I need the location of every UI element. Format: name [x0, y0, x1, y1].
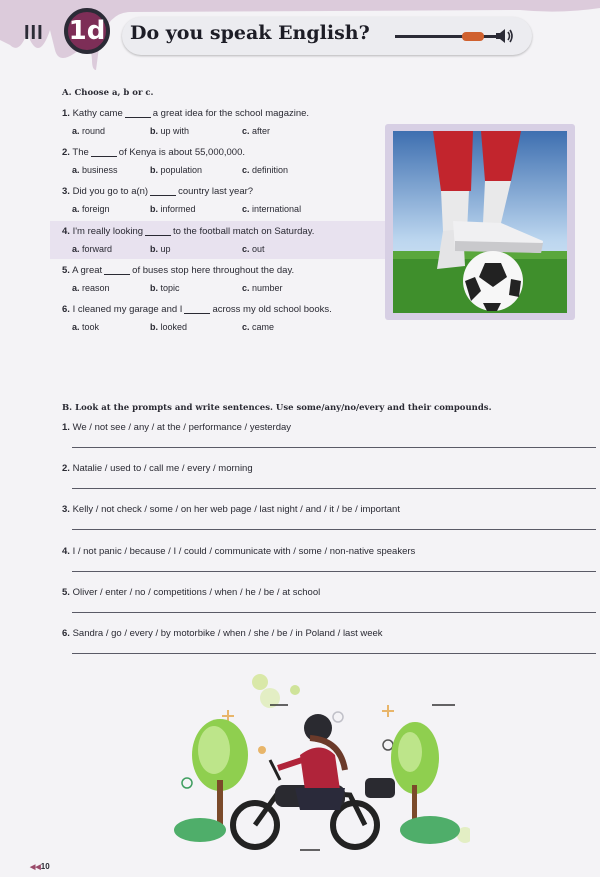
option-letter: b. [150, 322, 158, 332]
option-text: population [160, 165, 203, 175]
option-5-b[interactable] [150, 283, 180, 293]
answer-line[interactable] [72, 529, 596, 530]
option-text: international [252, 204, 302, 214]
option-4-b[interactable] [150, 244, 171, 254]
option-letter: c. [242, 283, 250, 293]
question-text-before: I'm really looking [72, 226, 144, 237]
option-1-b[interactable] [150, 126, 189, 136]
option-6-a[interactable] [72, 322, 99, 332]
prompt-text: Sandra / go / every / by motorbike / when / she / be / in Poland / last week [72, 628, 383, 639]
question-4 [62, 226, 314, 237]
question-number: 2. [62, 147, 70, 158]
page-number: ◀◀10 [30, 862, 50, 871]
option-text: business [82, 165, 118, 175]
option-3-c[interactable] [242, 204, 301, 214]
option-text: up [160, 244, 171, 254]
question-text-before: The [72, 147, 89, 158]
option-5-a[interactable] [72, 283, 110, 293]
answer-blank[interactable] [125, 117, 151, 118]
audio-track[interactable] [395, 35, 505, 38]
audio-slider-thumb[interactable] [462, 32, 484, 41]
option-letter: a. [72, 322, 80, 332]
question-6 [62, 304, 332, 315]
question-text-after: to the football match on Saturday. [173, 226, 315, 237]
option-text: came [252, 322, 275, 332]
section-a-heading: A. Choose a, b or c. [62, 88, 154, 98]
option-5-c[interactable] [242, 283, 283, 293]
question-text-after: a great idea for the school magazine. [152, 108, 310, 119]
option-4-c[interactable] [242, 244, 265, 254]
option-text: took [82, 322, 100, 332]
option-text: after [252, 126, 271, 136]
option-letter: c. [242, 204, 250, 214]
option-1-a[interactable] [72, 126, 105, 136]
answer-blank[interactable] [91, 156, 117, 157]
option-text: informed [160, 204, 196, 214]
football-photo [393, 131, 567, 313]
question-text-before: A great [72, 265, 103, 276]
option-letter: a. [72, 283, 80, 293]
prompt-number: 6. [62, 628, 70, 639]
option-2-c[interactable] [242, 165, 288, 175]
option-letter: c. [242, 244, 250, 254]
option-3-a[interactable] [72, 204, 110, 214]
option-text: forward [82, 244, 113, 254]
question-text-before: I cleaned my garage and I [72, 304, 183, 315]
option-letter: c. [242, 322, 250, 332]
answer-line[interactable] [72, 447, 596, 448]
question-number: 6. [62, 304, 70, 315]
prompt-text: We / not see / any / at the / performance / yesterday [72, 422, 292, 433]
section-b-heading: B. Look at the prompts and write sentences. Use some/any/no/every and their compounds. [62, 403, 492, 413]
option-text: definition [252, 165, 289, 175]
prompt-number: 4. [62, 546, 70, 557]
prompt-number: 1. [62, 422, 70, 433]
page-arrow-icon: ◀◀ [30, 864, 41, 871]
option-text: up with [160, 126, 190, 136]
question-text-after: across my old school books. [212, 304, 332, 315]
lesson-badge: 1d [64, 8, 110, 54]
option-letter: c. [242, 126, 250, 136]
option-4-a[interactable] [72, 244, 112, 254]
prompt-6 [62, 628, 383, 639]
option-text: reason [82, 283, 110, 293]
option-6-c[interactable] [242, 322, 274, 332]
option-letter: a. [72, 165, 80, 175]
prompt-text: I / not panic / because / I / could / communicate with / some / non-native speakers [72, 546, 416, 557]
option-3-b[interactable] [150, 204, 196, 214]
option-letter: a. [72, 244, 80, 254]
answer-blank[interactable] [184, 313, 210, 314]
option-letter: b. [150, 126, 158, 136]
question-text-after: country last year? [178, 186, 254, 197]
prompt-text: Oliver / enter / no / competitions / when / he / be / at school [72, 587, 321, 598]
question-5 [62, 265, 294, 276]
prompt-text: Natalie / used to / call me / every / morning [72, 463, 253, 474]
option-letter: a. [72, 126, 80, 136]
answer-line[interactable] [72, 653, 596, 654]
prompt-number: 3. [62, 504, 70, 515]
speaker-icon[interactable] [493, 25, 515, 47]
option-text: foreign [82, 204, 110, 214]
question-text-after: of buses stop here throughout the day. [132, 265, 295, 276]
option-text: looked [160, 322, 188, 332]
unit-bars: III [24, 22, 44, 44]
option-text: number [252, 283, 283, 293]
option-letter: b. [150, 244, 158, 254]
option-6-b[interactable] [150, 322, 187, 332]
answer-line[interactable] [72, 612, 596, 613]
question-1 [62, 108, 309, 119]
page-title: Do you speak English? [130, 22, 370, 44]
option-1-c[interactable] [242, 126, 270, 136]
prompt-2 [62, 463, 253, 474]
question-text-before: Kathy came [72, 108, 123, 119]
prompt-number: 2. [62, 463, 70, 474]
option-2-b[interactable] [150, 165, 202, 175]
answer-blank[interactable] [145, 235, 171, 236]
option-text: round [82, 126, 106, 136]
motorbike-illustration [170, 660, 470, 860]
answer-line[interactable] [72, 488, 596, 489]
question-text-after: of Kenya is about 55,000,000. [118, 147, 246, 158]
answer-blank[interactable] [104, 274, 130, 275]
prompt-3 [62, 504, 400, 515]
answer-blank[interactable] [150, 195, 176, 196]
option-letter: b. [150, 283, 158, 293]
option-letter: b. [150, 165, 158, 175]
option-letter: c. [242, 165, 250, 175]
question-text-before: Did you go to a(n) [72, 186, 149, 197]
option-text: topic [160, 283, 180, 293]
prompt-text: Kelly / not check / some / on her web page / last night / and / it / be / important [72, 504, 400, 515]
option-2-a[interactable] [72, 165, 118, 175]
prompt-5 [62, 587, 320, 598]
question-number: 1. [62, 108, 70, 119]
prompt-1 [62, 422, 291, 433]
prompt-number: 5. [62, 587, 70, 598]
question-number: 5. [62, 265, 70, 276]
prompt-4 [62, 546, 415, 557]
option-letter: b. [150, 204, 158, 214]
option-text: out [252, 244, 265, 254]
answer-line[interactable] [72, 571, 596, 572]
question-number: 4. [62, 226, 70, 237]
question-2 [62, 147, 245, 158]
option-letter: a. [72, 204, 80, 214]
question-number: 3. [62, 186, 70, 197]
question-3 [62, 186, 253, 197]
